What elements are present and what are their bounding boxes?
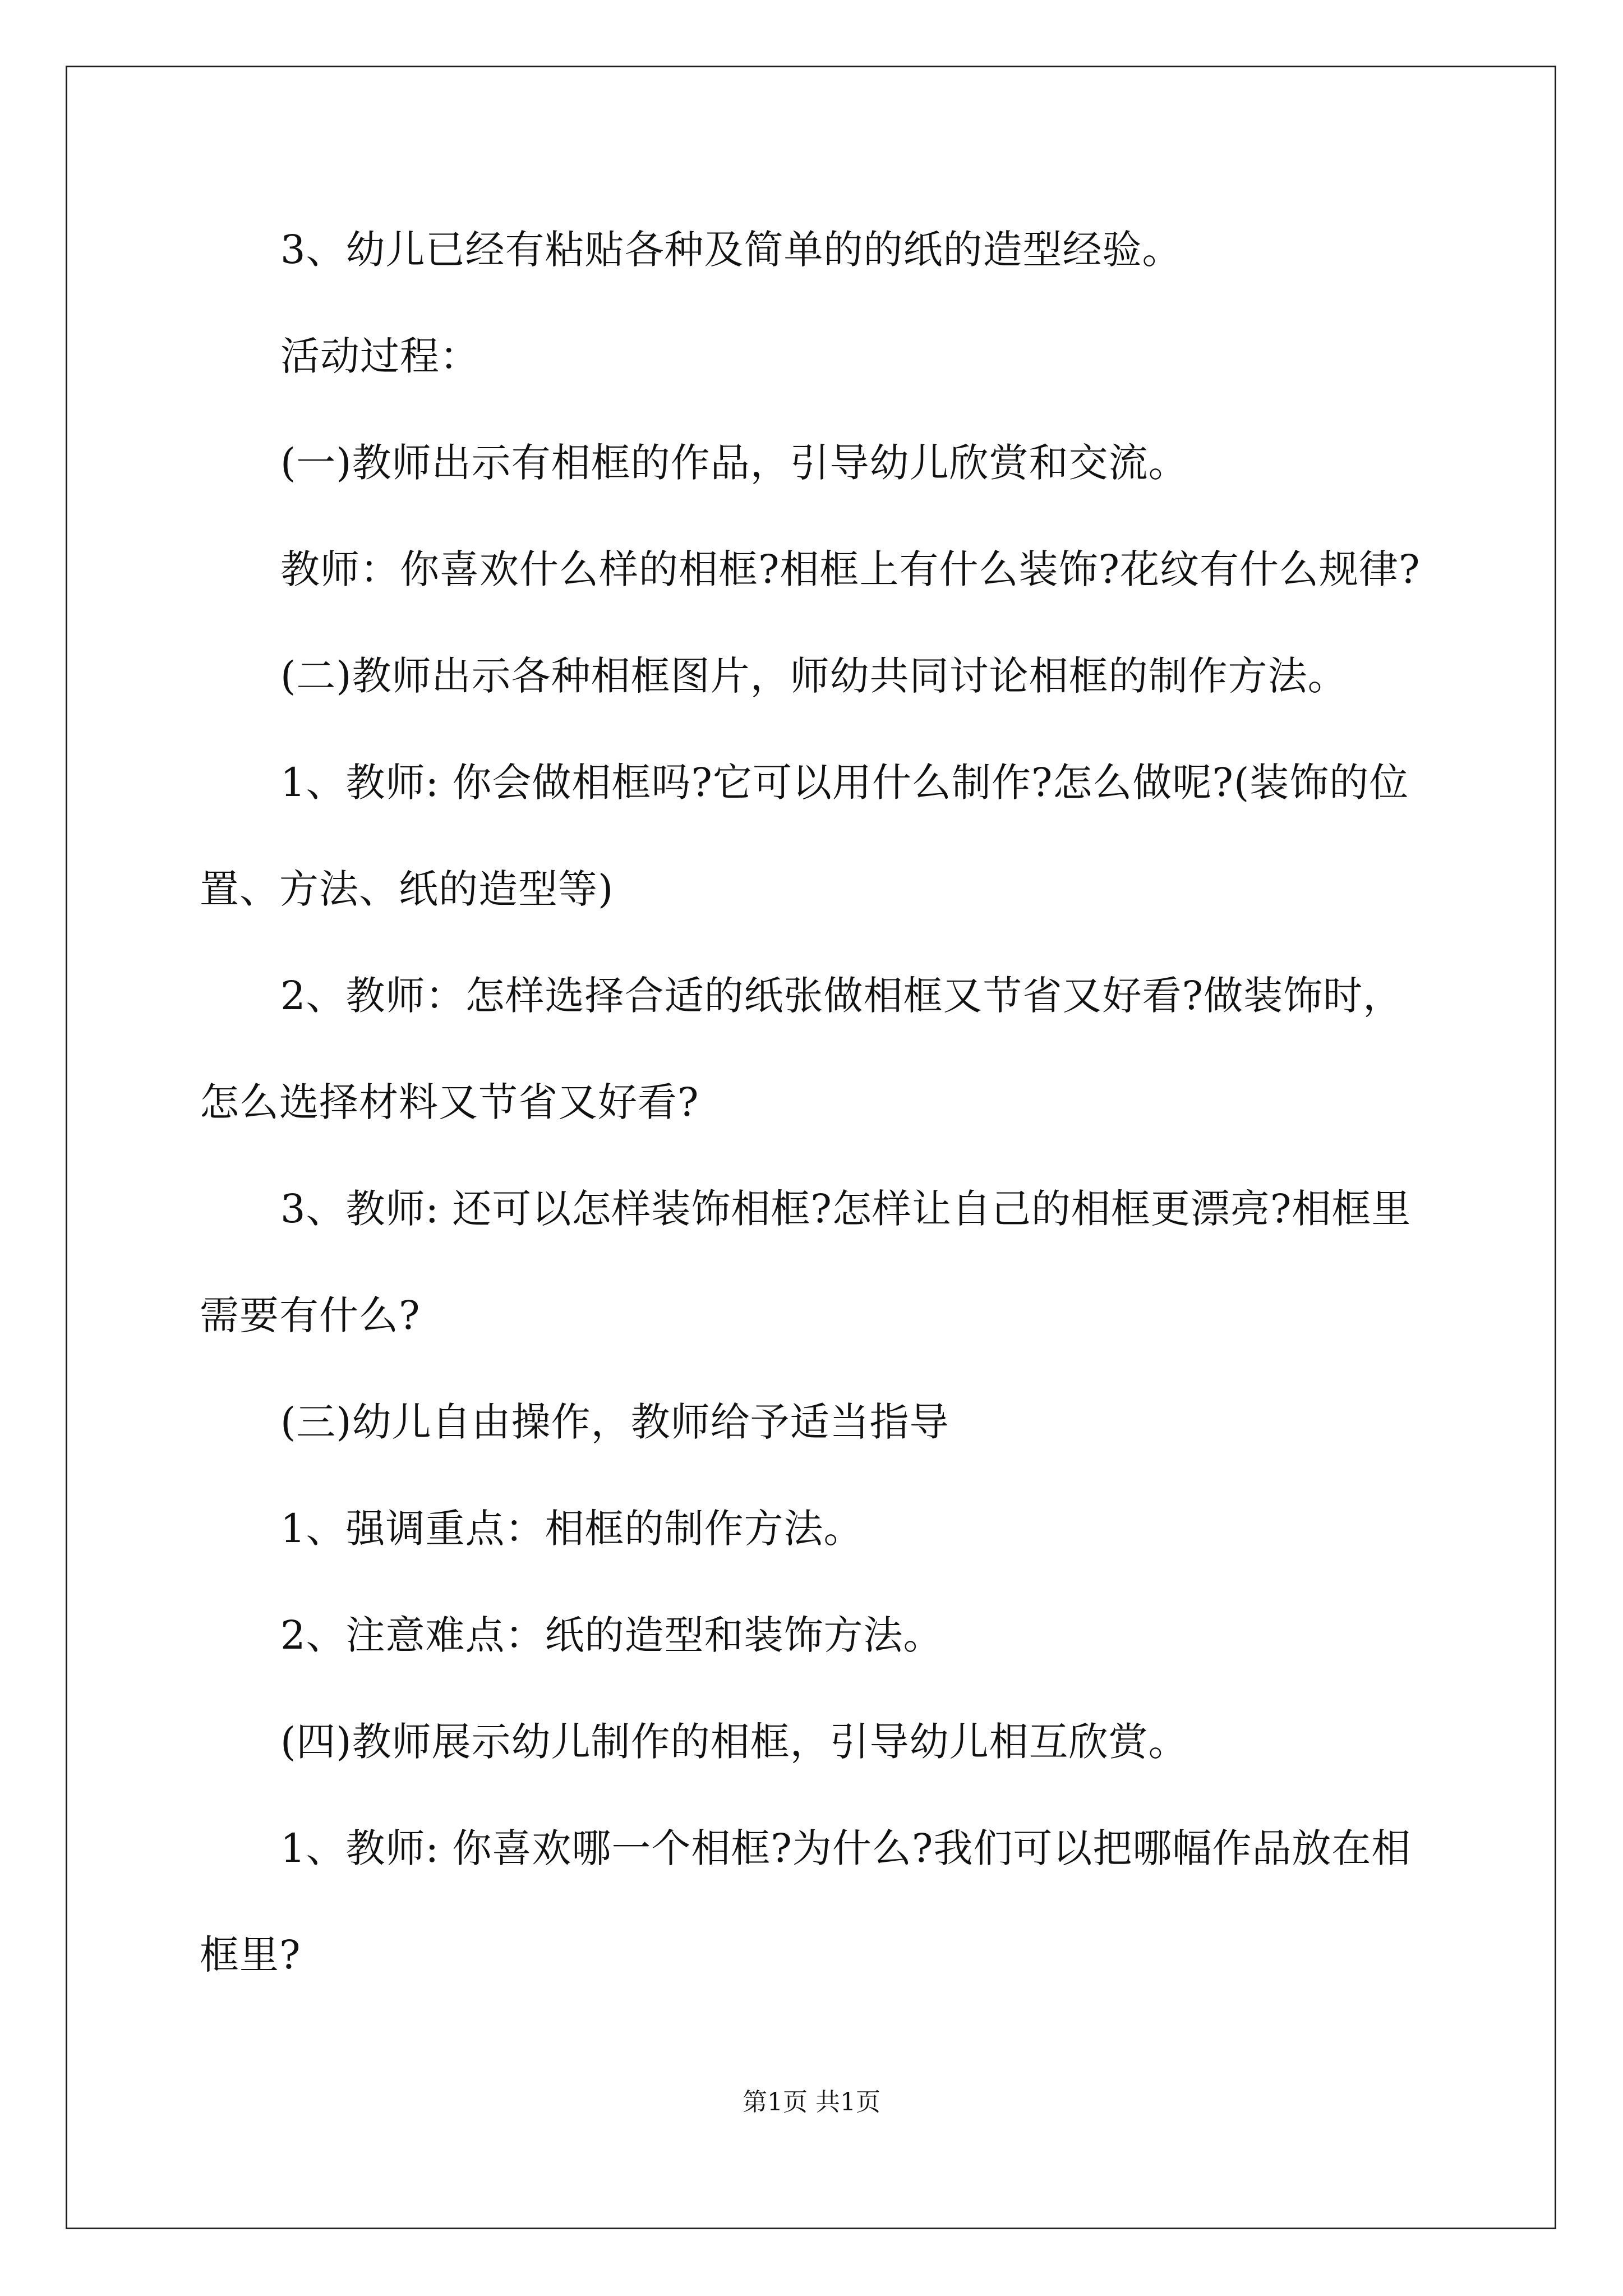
text-line: (三)幼儿自由操作，教师给予适当指导 bbox=[280, 1399, 949, 1445]
text-line: (一)教师出示有相框的作品，引导幼儿欣赏和交流。 bbox=[280, 440, 1188, 486]
text-line: 活动过程： bbox=[280, 333, 479, 379]
text-line: 2、教师：怎样选择合适的纸张做相框又节省又好看?做装饰时， bbox=[280, 973, 1403, 1019]
page-border bbox=[66, 66, 1556, 2229]
text-line: 1、教师: 你会做相框吗?它可以用什么制作?怎么做呢?(装饰的位 bbox=[280, 760, 1409, 806]
text-line: 3、教师: 还可以怎样装饰相框?怎样让自己的相框更漂亮?相框里 bbox=[280, 1186, 1412, 1232]
text-line: 3、幼儿已经有粘贴各种及简单的的纸的造型经验。 bbox=[280, 227, 1182, 273]
text-line: 1、强调重点：相框的制作方法。 bbox=[280, 1506, 864, 1552]
text-line: 教师：你喜欢什么样的相框?相框上有什么装饰?花纹有什么规律? bbox=[280, 546, 1421, 592]
text-line: 怎么选择材料又节省又好看? bbox=[200, 1079, 699, 1125]
text-line: 1、教师: 你喜欢哪一个相框?为什么?我们可以把哪幅作品放在相 bbox=[280, 1825, 1412, 1871]
text-line: 置、方法、纸的造型等) bbox=[200, 866, 614, 912]
page-number-footer: 第1页 共1页 bbox=[743, 2088, 880, 2116]
text-line: 需要有什么? bbox=[200, 1292, 421, 1338]
text-line: 框里? bbox=[200, 1932, 301, 1978]
text-line: (四)教师展示幼儿制作的相框，引导幼儿相互欣赏。 bbox=[280, 1719, 1188, 1765]
text-line: (二)教师出示各种相框图片，师幼共同讨论相框的制作方法。 bbox=[280, 653, 1348, 699]
text-line: 2、注意难点：纸的造型和装饰方法。 bbox=[280, 1612, 943, 1658]
